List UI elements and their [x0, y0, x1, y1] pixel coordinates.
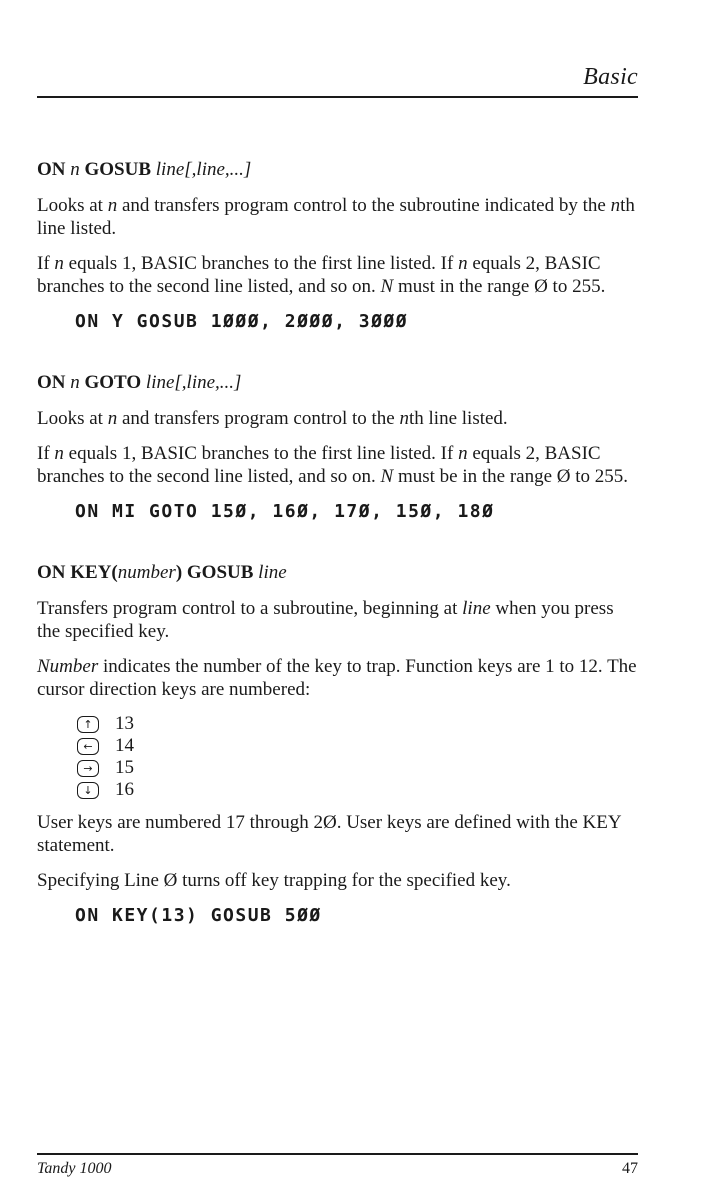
heading-arguments: line — [258, 562, 287, 583]
footer-rule — [37, 1153, 638, 1155]
heading-keyword: ON — [37, 159, 66, 180]
cursor-key-list — [77, 713, 638, 801]
left-arrow-key-icon: ← — [77, 738, 99, 755]
paragraph: Number indicates the number of the key to trap. Function keys are 1 to 12. The cursor direction keys are numbered: — [37, 656, 637, 700]
heading-arguments: line[,line,...] — [155, 159, 252, 180]
key-number: 15 — [115, 757, 134, 778]
key-number: 14 — [115, 735, 134, 756]
section-heading-on-key — [37, 561, 638, 584]
heading-keyword: GOTO — [84, 372, 142, 393]
paragraph: If n equals 1, BASIC branches to the first line listed. If n equals 2, BASIC branches to the second line listed, and so on. N must be in the range Ø to 255. — [37, 443, 629, 487]
paragraph: Looks at n and transfers program control to the nth line listed. — [37, 408, 508, 429]
page-header-title: Basic — [583, 64, 638, 90]
heading-variable: n — [70, 159, 80, 180]
heading-parameter: number — [117, 562, 176, 583]
heading-variable: n — [70, 372, 80, 393]
heading-keyword: ) GOSUB — [175, 562, 254, 583]
list-item — [77, 757, 638, 779]
code-example: ON MI GOTO 15Ø, 16Ø, 17Ø, 15Ø, 18Ø — [75, 501, 495, 522]
code-example: ON Y GOSUB 1ØØØ, 2ØØØ, 3ØØØ — [75, 311, 409, 332]
right-arrow-key-icon: → — [77, 760, 99, 777]
paragraph: Transfers program control to a subroutine, beginning at line when you press the specified key. — [37, 598, 614, 642]
heading-keyword: GOSUB — [84, 159, 152, 180]
code-example: ON KEY(13) GOSUB 5ØØ — [75, 905, 322, 926]
key-number: 13 — [115, 713, 134, 734]
paragraph: Looks at n and transfers program control to the subroutine indicated by the nth line listed. — [37, 195, 635, 239]
page-content — [37, 158, 638, 927]
list-item — [77, 735, 638, 757]
page-number: 47 — [622, 1160, 638, 1177]
key-number: 16 — [115, 779, 134, 800]
footer-title: Tandy 1000 — [37, 1160, 112, 1177]
heading-arguments: line[,line,...] — [145, 372, 242, 393]
paragraph: If n equals 1, BASIC branches to the first line listed. If n equals 2, BASIC branches to the second line listed, and so on. N must in the range Ø to 255. — [37, 253, 606, 297]
section-heading-on-goto — [37, 371, 638, 394]
paragraph: Specifying Line Ø turns off key trapping for the specified key. — [37, 870, 511, 891]
down-arrow-key-icon: ↓ — [77, 782, 99, 799]
header-rule — [37, 96, 638, 98]
paragraph: User keys are numbered 17 through 2Ø. User keys are defined with the KEY statement. — [37, 812, 621, 856]
list-item — [77, 779, 638, 801]
heading-keyword: ON KEY( — [37, 562, 118, 583]
section-heading-on-gosub — [37, 158, 638, 181]
heading-keyword: ON — [37, 372, 66, 393]
list-item — [77, 713, 638, 735]
up-arrow-key-icon: ↑ — [77, 716, 99, 733]
